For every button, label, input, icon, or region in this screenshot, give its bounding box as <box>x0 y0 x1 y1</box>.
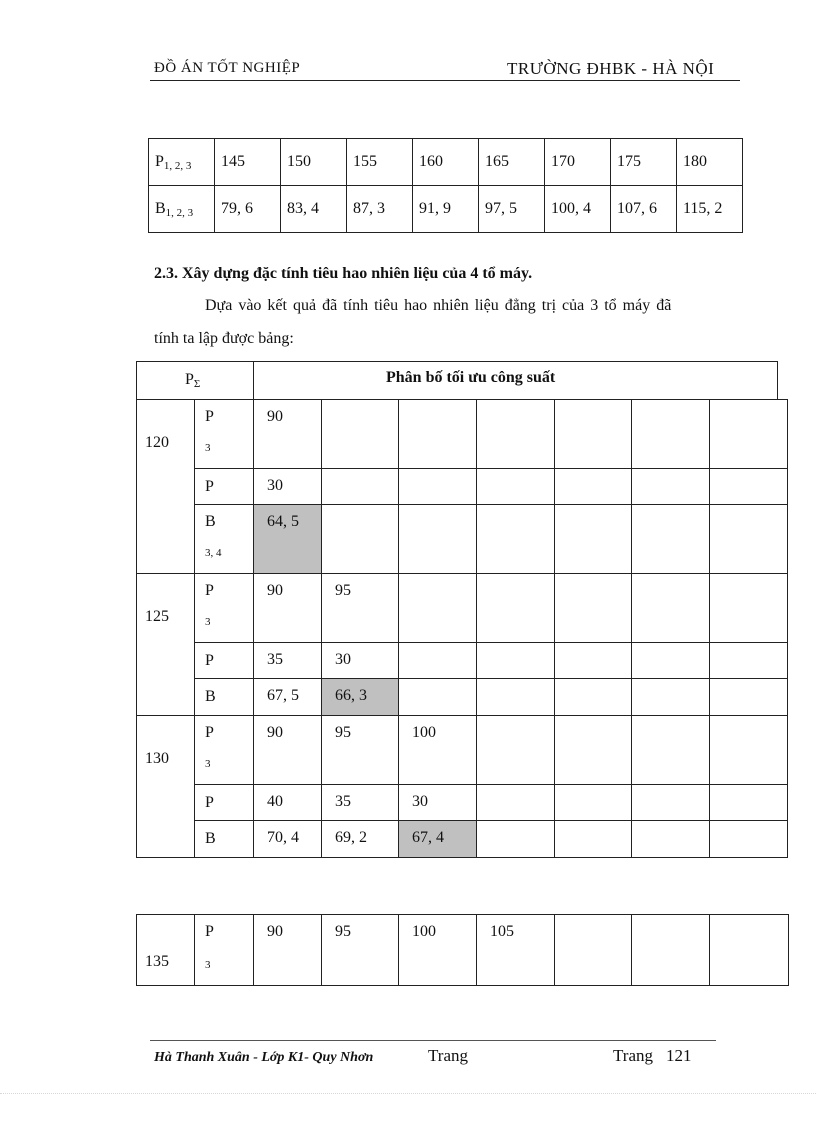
table-row <box>149 139 743 186</box>
table-cell <box>476 715 555 785</box>
cell-value: 105 <box>490 923 514 940</box>
table-cell <box>554 914 632 986</box>
table-cell <box>398 468 477 505</box>
header-psum-label <box>185 371 200 389</box>
table-cell <box>321 678 399 716</box>
table-cell <box>253 642 322 679</box>
footer-rule <box>150 1040 716 1041</box>
label-p123-tail: 3 <box>205 959 211 971</box>
table-cell <box>554 468 632 505</box>
row-label-cell <box>194 642 254 679</box>
table-cell <box>476 914 555 986</box>
table-cell <box>253 914 322 986</box>
paragraph-line-1: Dựa vào kết quả đã tính tiêu hao nhiên liệu đẳng trị của 3 tổ máy đã <box>205 297 672 314</box>
row-label-letter: B <box>155 200 166 217</box>
table-cell <box>253 678 322 716</box>
table-cell <box>253 820 322 858</box>
footer-page-number: 121 <box>666 1046 692 1065</box>
table-cell <box>398 784 477 821</box>
total-power-cell <box>136 715 195 858</box>
cell-value: 64, 5 <box>267 513 299 530</box>
table-cell <box>631 914 710 986</box>
cell-value: 69, 2 <box>335 829 367 846</box>
table-cell <box>631 678 710 716</box>
table-cell <box>554 504 632 574</box>
psum-sub: Σ <box>193 378 201 390</box>
cell-value: 40 <box>267 793 283 810</box>
label-p123: P <box>205 923 214 940</box>
cell-value: 95 <box>335 582 351 599</box>
table-cell <box>554 820 632 858</box>
cell-value: 95 <box>335 923 351 940</box>
total-power-cell <box>136 399 195 574</box>
label-bsum: B <box>205 688 216 705</box>
table-cell <box>709 784 788 821</box>
header-distribution-label: Phân bố tối ưu công suất <box>386 369 556 386</box>
table-cell <box>321 715 399 785</box>
cell-value: 35 <box>335 793 351 810</box>
table-cell <box>398 678 477 716</box>
table-cell <box>709 642 788 679</box>
table-cell <box>631 820 710 858</box>
table-cell: 155 <box>347 139 413 186</box>
table-cell <box>554 715 632 785</box>
label-p123-tail: 3 <box>205 616 211 628</box>
header-left-title: ĐỒ ÁN TỐT NGHIỆP <box>154 60 301 76</box>
cell-value: 67, 4 <box>412 829 444 846</box>
table-cell: 180 <box>677 139 743 186</box>
cell-value: 90 <box>267 724 283 741</box>
table-cell <box>321 399 399 469</box>
table-cell <box>398 504 477 574</box>
table-cell <box>476 573 555 643</box>
table-cell <box>631 642 710 679</box>
table-cell <box>631 784 710 821</box>
total-power-value: 125 <box>145 608 169 625</box>
table-cell <box>398 820 477 858</box>
table-cell: 100, 4 <box>545 186 611 233</box>
label-b1234: B <box>205 513 216 530</box>
row-label-cell <box>194 573 254 643</box>
table-cell <box>321 914 399 986</box>
table-cell: 165 <box>479 139 545 186</box>
header-distribution-cell <box>253 361 778 400</box>
fuel-table-3-units <box>148 138 743 233</box>
label-bsum: B <box>205 830 216 847</box>
table-cell <box>253 468 322 505</box>
total-power-value: 120 <box>145 434 169 451</box>
label-p4: P <box>205 794 214 811</box>
table-cell <box>554 642 632 679</box>
total-power-value: 130 <box>145 750 169 767</box>
row-label-cell <box>194 399 254 469</box>
label-p4: P <box>205 478 214 495</box>
table-cell <box>321 642 399 679</box>
table-cell <box>476 468 555 505</box>
table-cell <box>631 504 710 574</box>
row-label-sub: 1, 2, 3 <box>163 160 192 172</box>
row-label-cell <box>194 820 254 858</box>
row-label-cell <box>194 784 254 821</box>
label-p4: P <box>205 652 214 669</box>
table-cell <box>253 573 322 643</box>
row-label-cell <box>194 504 254 574</box>
table-cell <box>476 504 555 574</box>
continuation-table <box>136 914 788 986</box>
table-cell <box>554 399 632 469</box>
label-p123-tail: 3 <box>205 442 211 454</box>
header-right-title: TRƯỜNG ĐHBK - HÀ NỘI <box>507 59 715 78</box>
table-cell <box>709 504 788 574</box>
table-cell <box>709 820 788 858</box>
table-cell <box>631 573 710 643</box>
table-cell: 115, 2 <box>677 186 743 233</box>
table-cell <box>709 715 788 785</box>
row-label-cell <box>194 678 254 716</box>
footer-trang-label: Trang <box>428 1046 468 1065</box>
cell-value: 90 <box>267 923 283 940</box>
row-label <box>149 186 215 233</box>
table-cell <box>631 399 710 469</box>
row-label-letter: P <box>155 153 164 170</box>
cell-value: 67, 5 <box>267 687 299 704</box>
table-cell <box>253 784 322 821</box>
cell-value: 70, 4 <box>267 829 299 846</box>
table-cell <box>321 468 399 505</box>
label-p123: P <box>205 724 214 741</box>
cell-value: 90 <box>267 582 283 599</box>
table-cell <box>709 468 788 505</box>
cell-value: 100 <box>412 724 436 741</box>
row-label-cell <box>194 468 254 505</box>
footer-author: Hà Thanh Xuân - Lớp K1- Quy Nhơn <box>154 1050 374 1065</box>
table-cell <box>709 573 788 643</box>
row-label <box>149 139 215 186</box>
table-cell: 150 <box>281 139 347 186</box>
table-cell <box>398 399 477 469</box>
cell-value: 30 <box>267 477 283 494</box>
row-label-cell <box>194 715 254 785</box>
table-cell: 145 <box>215 139 281 186</box>
table-cell <box>321 784 399 821</box>
row-label-sub: 1, 2, 3 <box>165 207 194 219</box>
table-cell <box>631 715 710 785</box>
total-power-value: 135 <box>145 953 169 970</box>
table-row <box>149 186 743 233</box>
table-cell <box>253 715 322 785</box>
header-rule <box>150 80 740 81</box>
table-cell <box>476 678 555 716</box>
table-cell <box>253 504 322 574</box>
cell-value: 30 <box>412 793 428 810</box>
table-cell: 83, 4 <box>281 186 347 233</box>
table-cell: 97, 5 <box>479 186 545 233</box>
cell-value: 30 <box>335 651 351 668</box>
table-cell <box>321 504 399 574</box>
table-cell <box>398 573 477 643</box>
paragraph-line-2: tính ta lập được bảng: <box>154 330 294 347</box>
table-cell: 79, 6 <box>215 186 281 233</box>
cell-value: 90 <box>267 408 283 425</box>
table-cell <box>631 468 710 505</box>
label-b1234-tail: 3, 4 <box>205 547 222 559</box>
table-cell <box>476 820 555 858</box>
table-cell <box>709 678 788 716</box>
table-cell <box>554 573 632 643</box>
cell-value: 35 <box>267 651 283 668</box>
label-p123-tail: 3 <box>205 758 211 770</box>
optimal-distribution-table <box>136 361 786 863</box>
section-title: 2.3. Xây dựng đặc tính tiêu hao nhiên liệu của 4 tổ máy. <box>154 265 533 282</box>
table-cell: 107, 6 <box>611 186 677 233</box>
table-cell: 91, 9 <box>413 186 479 233</box>
footer-trang-label-2: Trang <box>613 1046 653 1065</box>
label-p123: P <box>205 582 214 599</box>
table-cell <box>321 573 399 643</box>
table-cell: 160 <box>413 139 479 186</box>
table-cell <box>476 399 555 469</box>
label-p123: P <box>205 408 214 425</box>
psum-letter: P <box>185 371 194 388</box>
table-cell <box>398 642 477 679</box>
table-cell <box>476 784 555 821</box>
table-cell <box>398 914 477 986</box>
header-psum-cell <box>136 361 254 400</box>
total-power-cell <box>136 914 195 986</box>
table-cell <box>321 820 399 858</box>
table-cell <box>709 399 788 469</box>
cell-value: 66, 3 <box>335 687 367 704</box>
table-cell: 175 <box>611 139 677 186</box>
table-cell <box>554 784 632 821</box>
cell-value: 100 <box>412 923 436 940</box>
table-cell <box>709 914 789 986</box>
table-cell: 170 <box>545 139 611 186</box>
total-power-cell <box>136 573 195 716</box>
table-cell <box>253 399 322 469</box>
table-cell: 87, 3 <box>347 186 413 233</box>
table-cell <box>476 642 555 679</box>
table-cell <box>398 715 477 785</box>
cell-value: 95 <box>335 724 351 741</box>
row-label-cell <box>194 914 254 986</box>
table-cell <box>554 678 632 716</box>
page-bottom-dotted-rule <box>0 1093 816 1094</box>
